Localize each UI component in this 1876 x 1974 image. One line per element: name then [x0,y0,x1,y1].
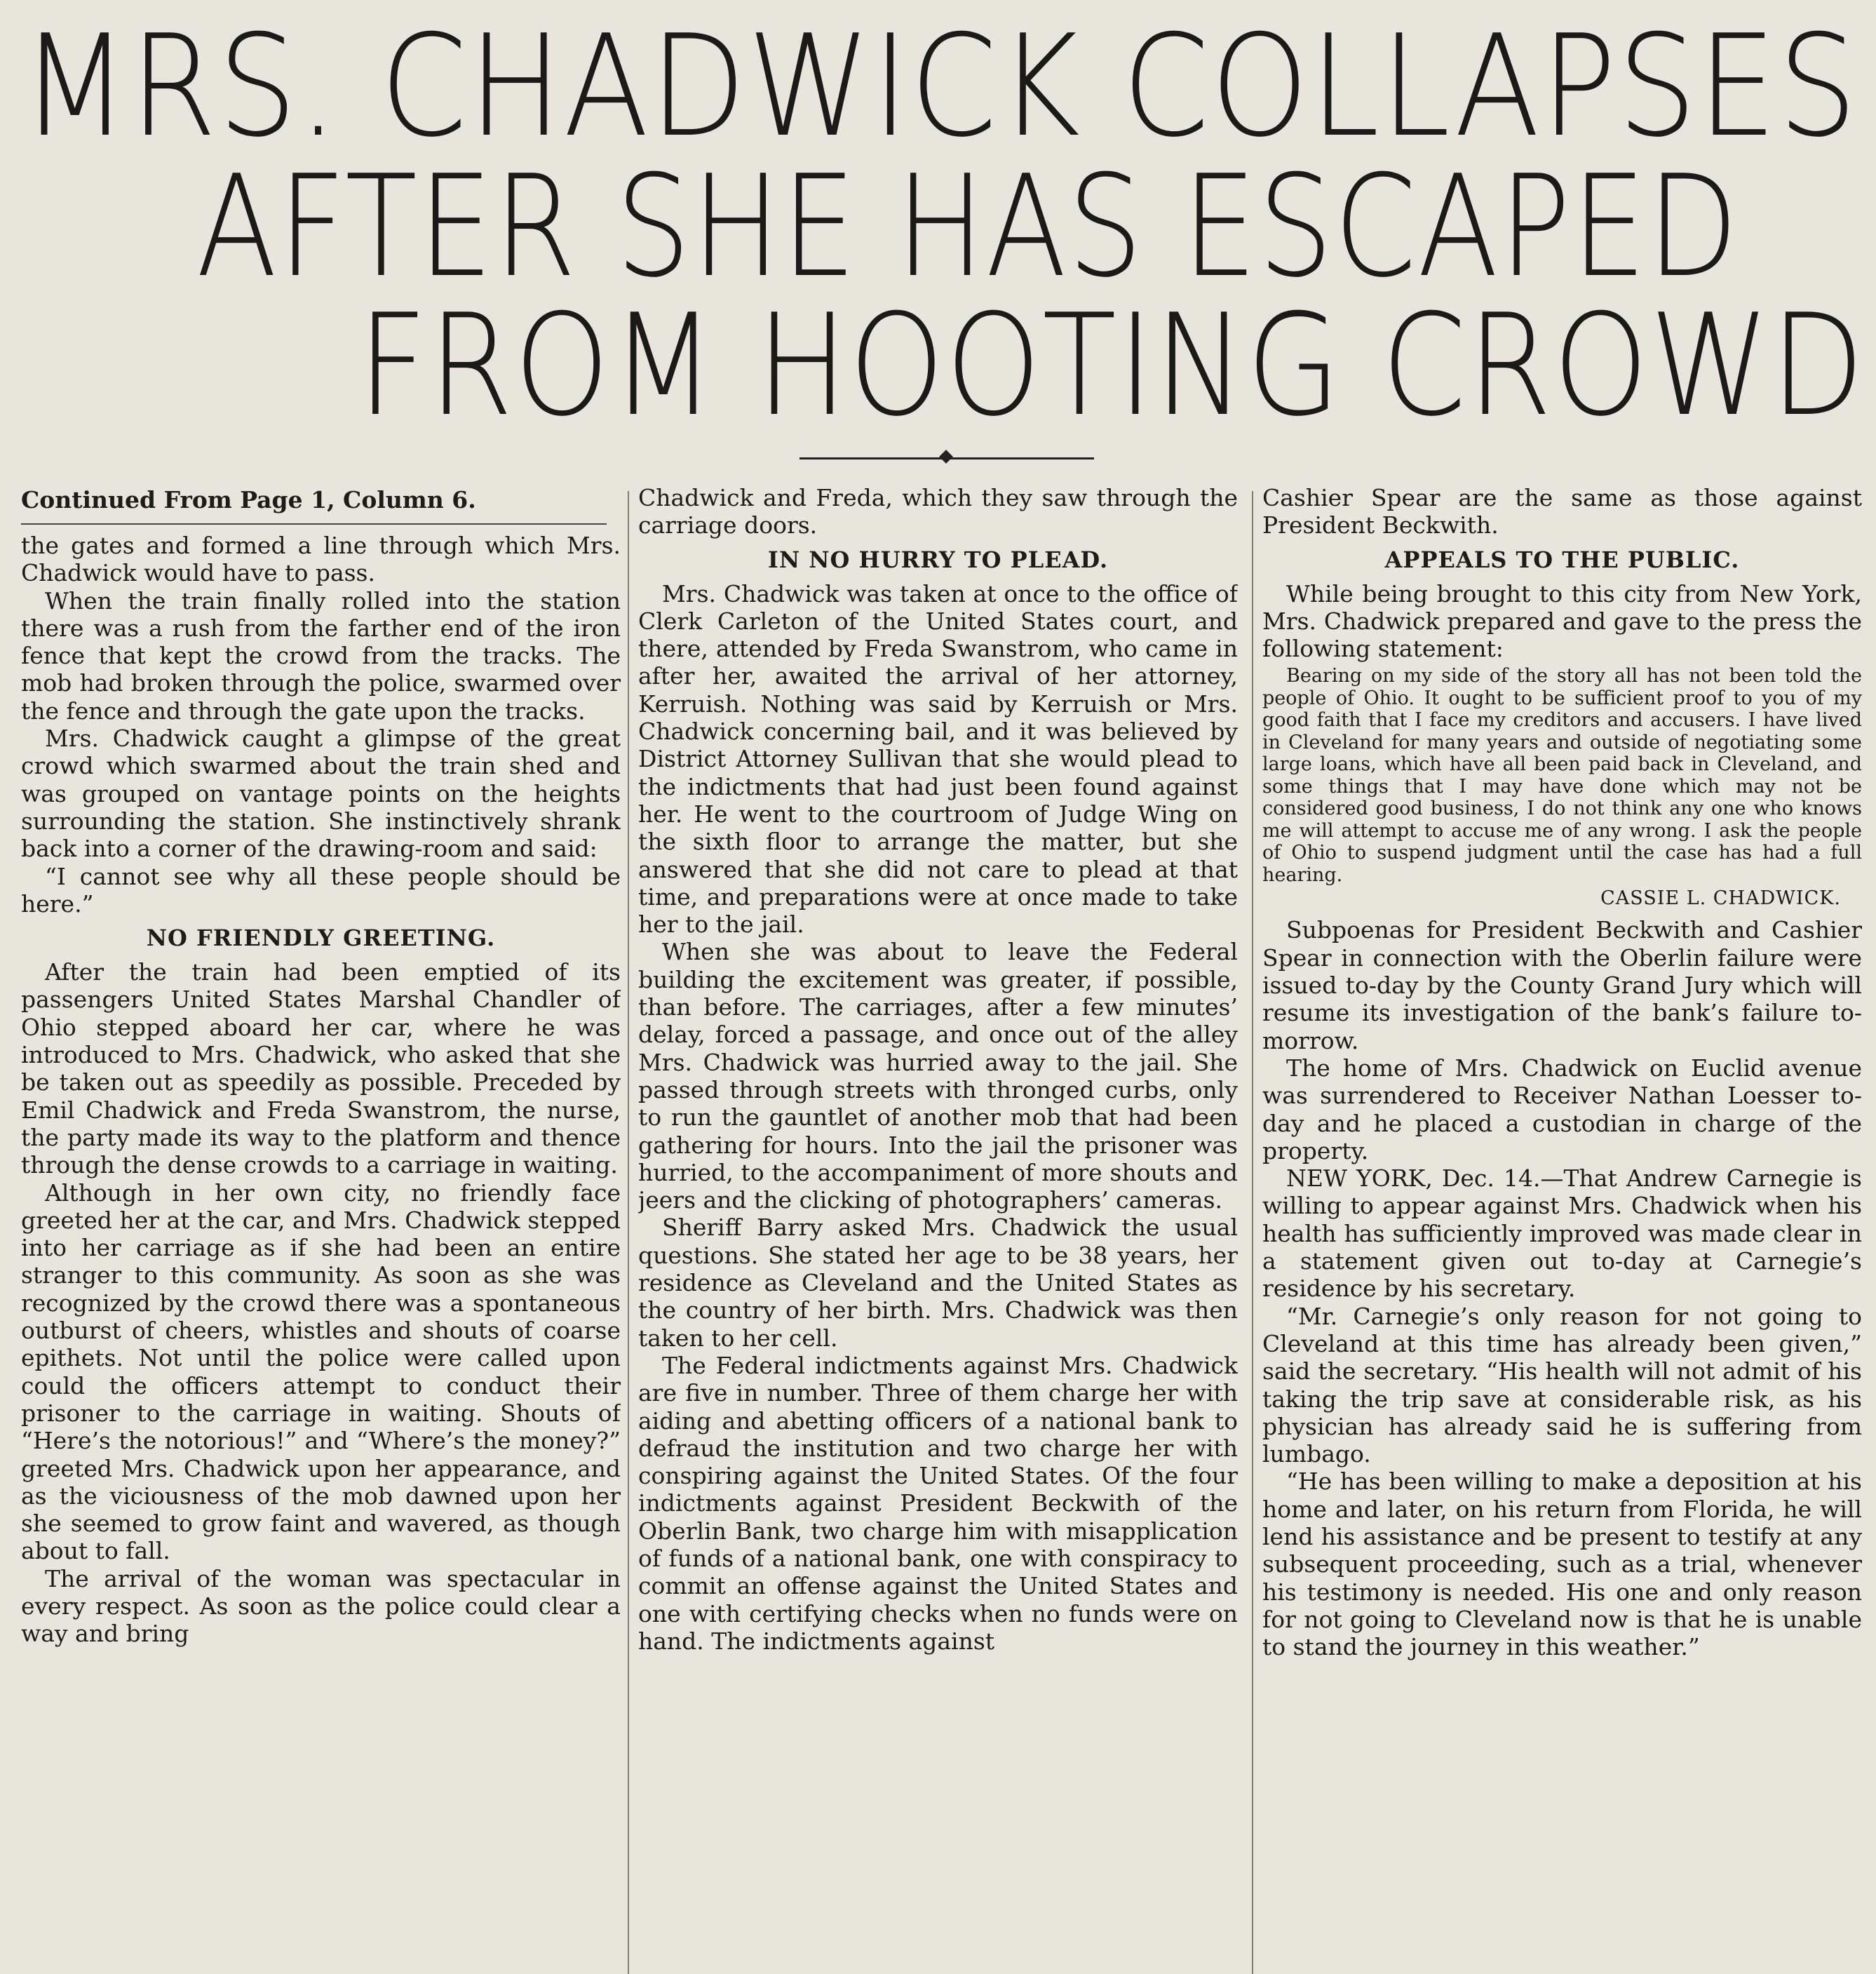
paragraph: When she was about to leave the Federal building the excitement was greater, if possible, than before. The carriages, after a few minutes’ delay, forced a passage, and once out of the alley Mrs. Chadwick was hurried away to the jail. She passed through streets with thronged curbs, only to run the gauntlet of another mob that had been gathering for hours. Into the jail the prisoner was hurried, to the accompaniment of more shouts and jeers and the clicking of photographers’ cameras. [638,938,1238,1214]
paragraph: While being brought to this city from New York, Mrs. Chadwick prepared and gave to the press the following statement: [1262,579,1862,663]
paragraph: NEW YORK, Dec. 14.—That Andrew Carnegie is willing to appear against Mrs. Chadwick when his health has sufficiently improved was made clear in a statement given out to-day at Carnegie’s residence by his secretary. [1262,1164,1862,1303]
paragraph: Mrs. Chadwick caught a glimpse of the great crowd which swarmed about the train shed and was grouped on vantage points on the heights surrounding the station. She instinctively shrank back into a corner of the drawing-room and said: [21,725,621,863]
article-column-1 [21,484,621,1974]
paragraph: The arrival of the woman was spectacular in every respect. As soon as the police could clear a way and bring [21,1564,621,1648]
statement-quote: Bearing on my side of the story all has not been told the people of Ohio. It ought to be sufficient proof to you of my good faith that I face my creditors and accusers. I have lived in Cleveland for many years and outside of negotiating some large loans, which have all been paid back in Cleveland, and some things that I may have done which may not be considered good business, I do not think any one who knows me will attempt to accuse me of any wrong. I ask the people of Ohio to suspend judgment until the case has had a full hearing. [1262,665,1862,886]
statement-signature: CASSIE L. CHADWICK. [1600,887,1841,910]
subhead: IN NO HURRY TO PLEAD. [767,546,1109,573]
paragraph: the gates and formed a line through which Mrs. Chadwick would have to pass. [21,532,621,587]
paragraph: “I cannot see why all these people should be here.” [21,862,621,918]
headline-line-2: AFTER SHE HAS ESCAPED [196,145,1740,309]
paragraph: Mrs. Chadwick was taken at once to the office of Clerk Carleton of the United States court, and there, attended by Freda Swanstrom, who came in after her, awaited the arrival of her attorney, Kerruish. Nothing was said by Kerruish or Mrs. Chadwick concerning bail, and it was believed by District Attorney Sullivan that she would plead to the indictments that had just been found against her. He went to the courtroom of Judge Wing on the sixth floor to arrange the matter, but she answered that she did not care to plead at that time, and preparations were at once made to take her to the jail. [638,579,1238,939]
paragraph: Subpoenas for President Beckwith and Cashier Spear in connection with the Oberlin failure were issued to-day by the County Grand Jury which will resume its investigation of the bank’s failure to-morrow. [1262,916,1862,1054]
article-column-2 [638,484,1238,1974]
paragraph: The Federal indictments against Mrs. Chadwick are five in number. Three of them charge her with aiding and abetting officers of a national bank to defraud the institution and two charge her with conspiring against the United States. Of the four indictments against President Beckwith of the Oberlin Bank, two charge him with misapplication of funds of a national bank, one with conspiracy to commit an offense against the United States and one with certifying checks when no funds were on hand. The indictments against [638,1351,1238,1655]
paragraph: Chadwick and Freda, which they saw through the carriage doors. [638,484,1238,539]
paragraph: Although in her own city, no friendly face greeted her at the car, and Mrs. Chadwick stepped into her carriage as if she had been an entire stranger to this community. As soon as she was recognized by the crowd there was a spontaneous outburst of cheers, whistles and shouts of coarse epithets. Not until the police were called upon could the officers attempt to conduct their prisoner to the carriage in waiting. Shouts of “Here’s the notorious!” and “Where’s the money?” greeted Mrs. Chadwick upon her appearance, and as the viciousness of the mob dawned upon her she seemed to grow faint and wavered, as though about to fall. [21,1179,621,1565]
headline-line-1: MRS. CHADWICK COLLAPSES [21,5,1858,168]
paragraph: When the train finally rolled into the station there was a rush from the farther end of the iron fence that kept the crowd from the tracks. The mob had broken through the police, swarmed over the fence and through the gate upon the tracks. [21,586,621,725]
section-rule [21,523,607,525]
article-column-3 [1262,484,1862,1974]
paragraph: “Mr. Carnegie’s only reason for not going to Cleveland at this time has already been given,” said the secretary. “His health will not admit of his taking the trip save at considerable risk, as his physician has already said he is suffering from lumbago. [1262,1302,1862,1468]
paragraph: “He has been willing to make a deposition at his home and later, on his return from Florida, he will lend his assistance and be present to testify at any subsequent proceeding, such as a trial, whenever his testimony is needed. His one and only reason for not going to Cleveland now is that he is unable to stand the journey in this weather.” [1262,1468,1862,1661]
paragraph: After the train had been emptied of its passengers United States Marshal Chandler of Ohio stepped aboard her car, where he was introduced to Mrs. Chadwick, who asked that she be taken out as speedily as possible. Preceded by Emil Chadwick and Freda Swanstrom, the nurse, the party made its way to the platform and thence through the dense crowds to a carriage in waiting. [21,958,621,1179]
headline-line-3: FROM HOOTING CROWD [358,284,1865,448]
divider-diamond-icon [939,450,953,464]
paragraph: The home of Mrs. Chadwick on Euclid avenue was surrendered to Receiver Nathan Loesser to-day and he placed a custodian in charge of the property. [1262,1054,1862,1164]
paragraph: Sheriff Barry asked Mrs. Chadwick the usual questions. She stated her age to be 38 years, her residence as Cleveland and the United States as the country of her birth. Mrs. Chadwick was then taken to her cell. [638,1214,1238,1352]
continued-line: Continued From Page 1, Column 6. [21,486,476,513]
column-rule [628,491,629,1974]
headline [0,0,1876,449]
subhead: APPEALS TO THE PUBLIC. [1384,546,1740,573]
column-rule [1252,491,1253,1974]
subhead: NO FRIENDLY GREETING. [146,925,496,952]
paragraph: Cashier Spear are the same as those against President Beckwith. [1262,484,1862,539]
